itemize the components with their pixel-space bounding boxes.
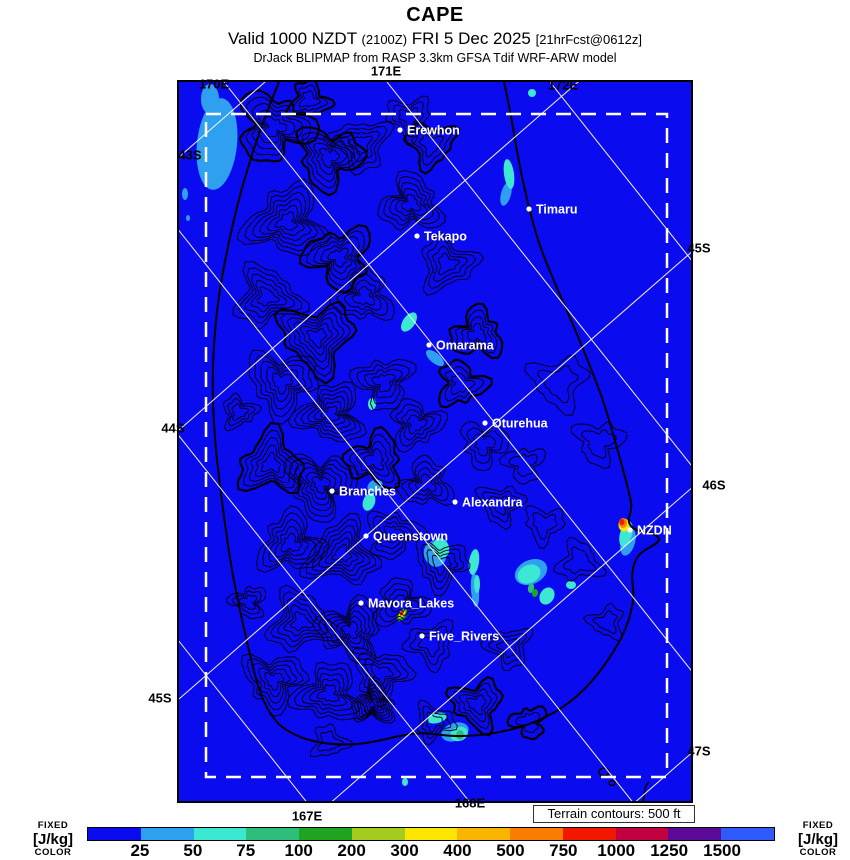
grid-label: 171E: [370, 63, 402, 79]
terrain-note: Terrain contours: 500 ft: [533, 805, 695, 823]
model-line: DrJack BLIPMAP from RASP 3.3km GFSA Tdif WRF-ARW model: [253, 51, 617, 65]
colorbar-segment: [668, 828, 721, 840]
grid-label: 168E: [454, 795, 486, 811]
colorbar-segment: [616, 828, 669, 840]
colorbar-segment: [457, 828, 510, 840]
colorbar-tick: 1250: [650, 841, 689, 860]
place-dot: [419, 633, 424, 638]
grid-label: 46S: [702, 477, 726, 493]
cape-patch: [402, 778, 408, 786]
forecast-tag: [21hrFcst@0612z]: [535, 32, 643, 47]
colorbar-tick: 300: [390, 841, 419, 860]
place-dot: [397, 127, 402, 132]
color-label: COLOR: [34, 846, 72, 858]
cape-patch: [620, 519, 625, 525]
place-label: Queenstown: [373, 529, 449, 544]
forecast-map-canvas: [179, 82, 693, 803]
colorbar-segment: [405, 828, 458, 840]
place-label: Oturehua: [492, 416, 548, 431]
place-dot: [526, 206, 531, 211]
grid-label: 47S: [687, 743, 711, 759]
place-dot: [414, 233, 419, 238]
forecast-map: [177, 77, 693, 803]
colorbar-segment: [141, 828, 194, 840]
valid-prefix: Valid 1000 NZDT: [227, 29, 357, 48]
cape-patch: [474, 575, 480, 593]
grid-label: 170E: [198, 76, 230, 92]
colorbar-tick: 400: [443, 841, 472, 860]
map-title: CAPE: [406, 4, 464, 26]
colorbar-tick: 750: [549, 841, 578, 860]
colorbar-right-cap: [783, 821, 850, 857]
colorbar-tick: 25: [130, 841, 150, 860]
cape-patch: [186, 215, 190, 221]
place-dot: [482, 420, 487, 425]
place-label: Branches: [339, 484, 396, 499]
place-dot: [426, 342, 431, 347]
place-label: NZDN: [637, 523, 672, 538]
cape-patch: [528, 89, 536, 97]
grid-label: 45S: [148, 690, 172, 706]
color-label: COLOR: [799, 846, 837, 858]
place-label: Tekapo: [424, 229, 467, 244]
colorbar-segment: [563, 828, 616, 840]
grid-label: 167E: [291, 808, 323, 824]
colorbar-tick: 1500: [703, 841, 741, 860]
place-dot: [363, 533, 368, 538]
valid-zulu: (2100Z): [361, 32, 408, 47]
header: [177, 0, 693, 65]
place-dot: [452, 499, 457, 504]
colorbar-left-cap: [18, 821, 88, 857]
place-label: Five_Rivers: [429, 629, 500, 644]
colorbar-tick: 50: [183, 841, 203, 860]
fixed-label: FIXED: [802, 820, 834, 831]
place-label: Alexandra: [462, 495, 523, 510]
colorbar-tick: 500: [496, 841, 525, 860]
colorbar-tick: 1000: [597, 841, 636, 860]
units-label: [J/kg]: [32, 830, 73, 848]
grid-label: 43S: [178, 147, 202, 163]
grid-label: 172E: [547, 77, 579, 93]
cape-patch: [456, 730, 464, 740]
colorbar-tick: 100: [284, 841, 313, 860]
place-label: Omarama: [436, 338, 494, 353]
place-label: Mavora_Lakes: [368, 596, 455, 611]
colorbar-tick: 75: [236, 841, 256, 860]
valid-date: FRI 5 Dec 2025: [411, 29, 531, 48]
colorbar-segment: [88, 828, 141, 840]
units-label: [J/kg]: [797, 830, 838, 848]
cape-patch: [182, 188, 188, 200]
place-dot: [627, 527, 632, 532]
cape-patch: [566, 581, 576, 589]
grid-label: 45S: [687, 240, 711, 256]
colorbar-segment: [352, 828, 405, 840]
cape-patch: [368, 398, 376, 410]
colorbar-segment: [510, 828, 563, 840]
cape-colorbar: [87, 827, 775, 841]
colorbar-segment: [246, 828, 299, 840]
colorbar-segment: [721, 828, 774, 840]
grid-label: 44S: [161, 420, 185, 436]
place-dot: [329, 488, 334, 493]
place-label: Erewhon: [407, 123, 460, 138]
colorbar-tick: 200: [337, 841, 366, 860]
colorbar-segment: [194, 828, 247, 840]
valid-time-line: [177, 29, 693, 49]
colorbar-segment: [299, 828, 352, 840]
fixed-label: FIXED: [37, 820, 69, 831]
place-label: Timaru: [536, 202, 578, 217]
place-dot: [358, 600, 363, 605]
